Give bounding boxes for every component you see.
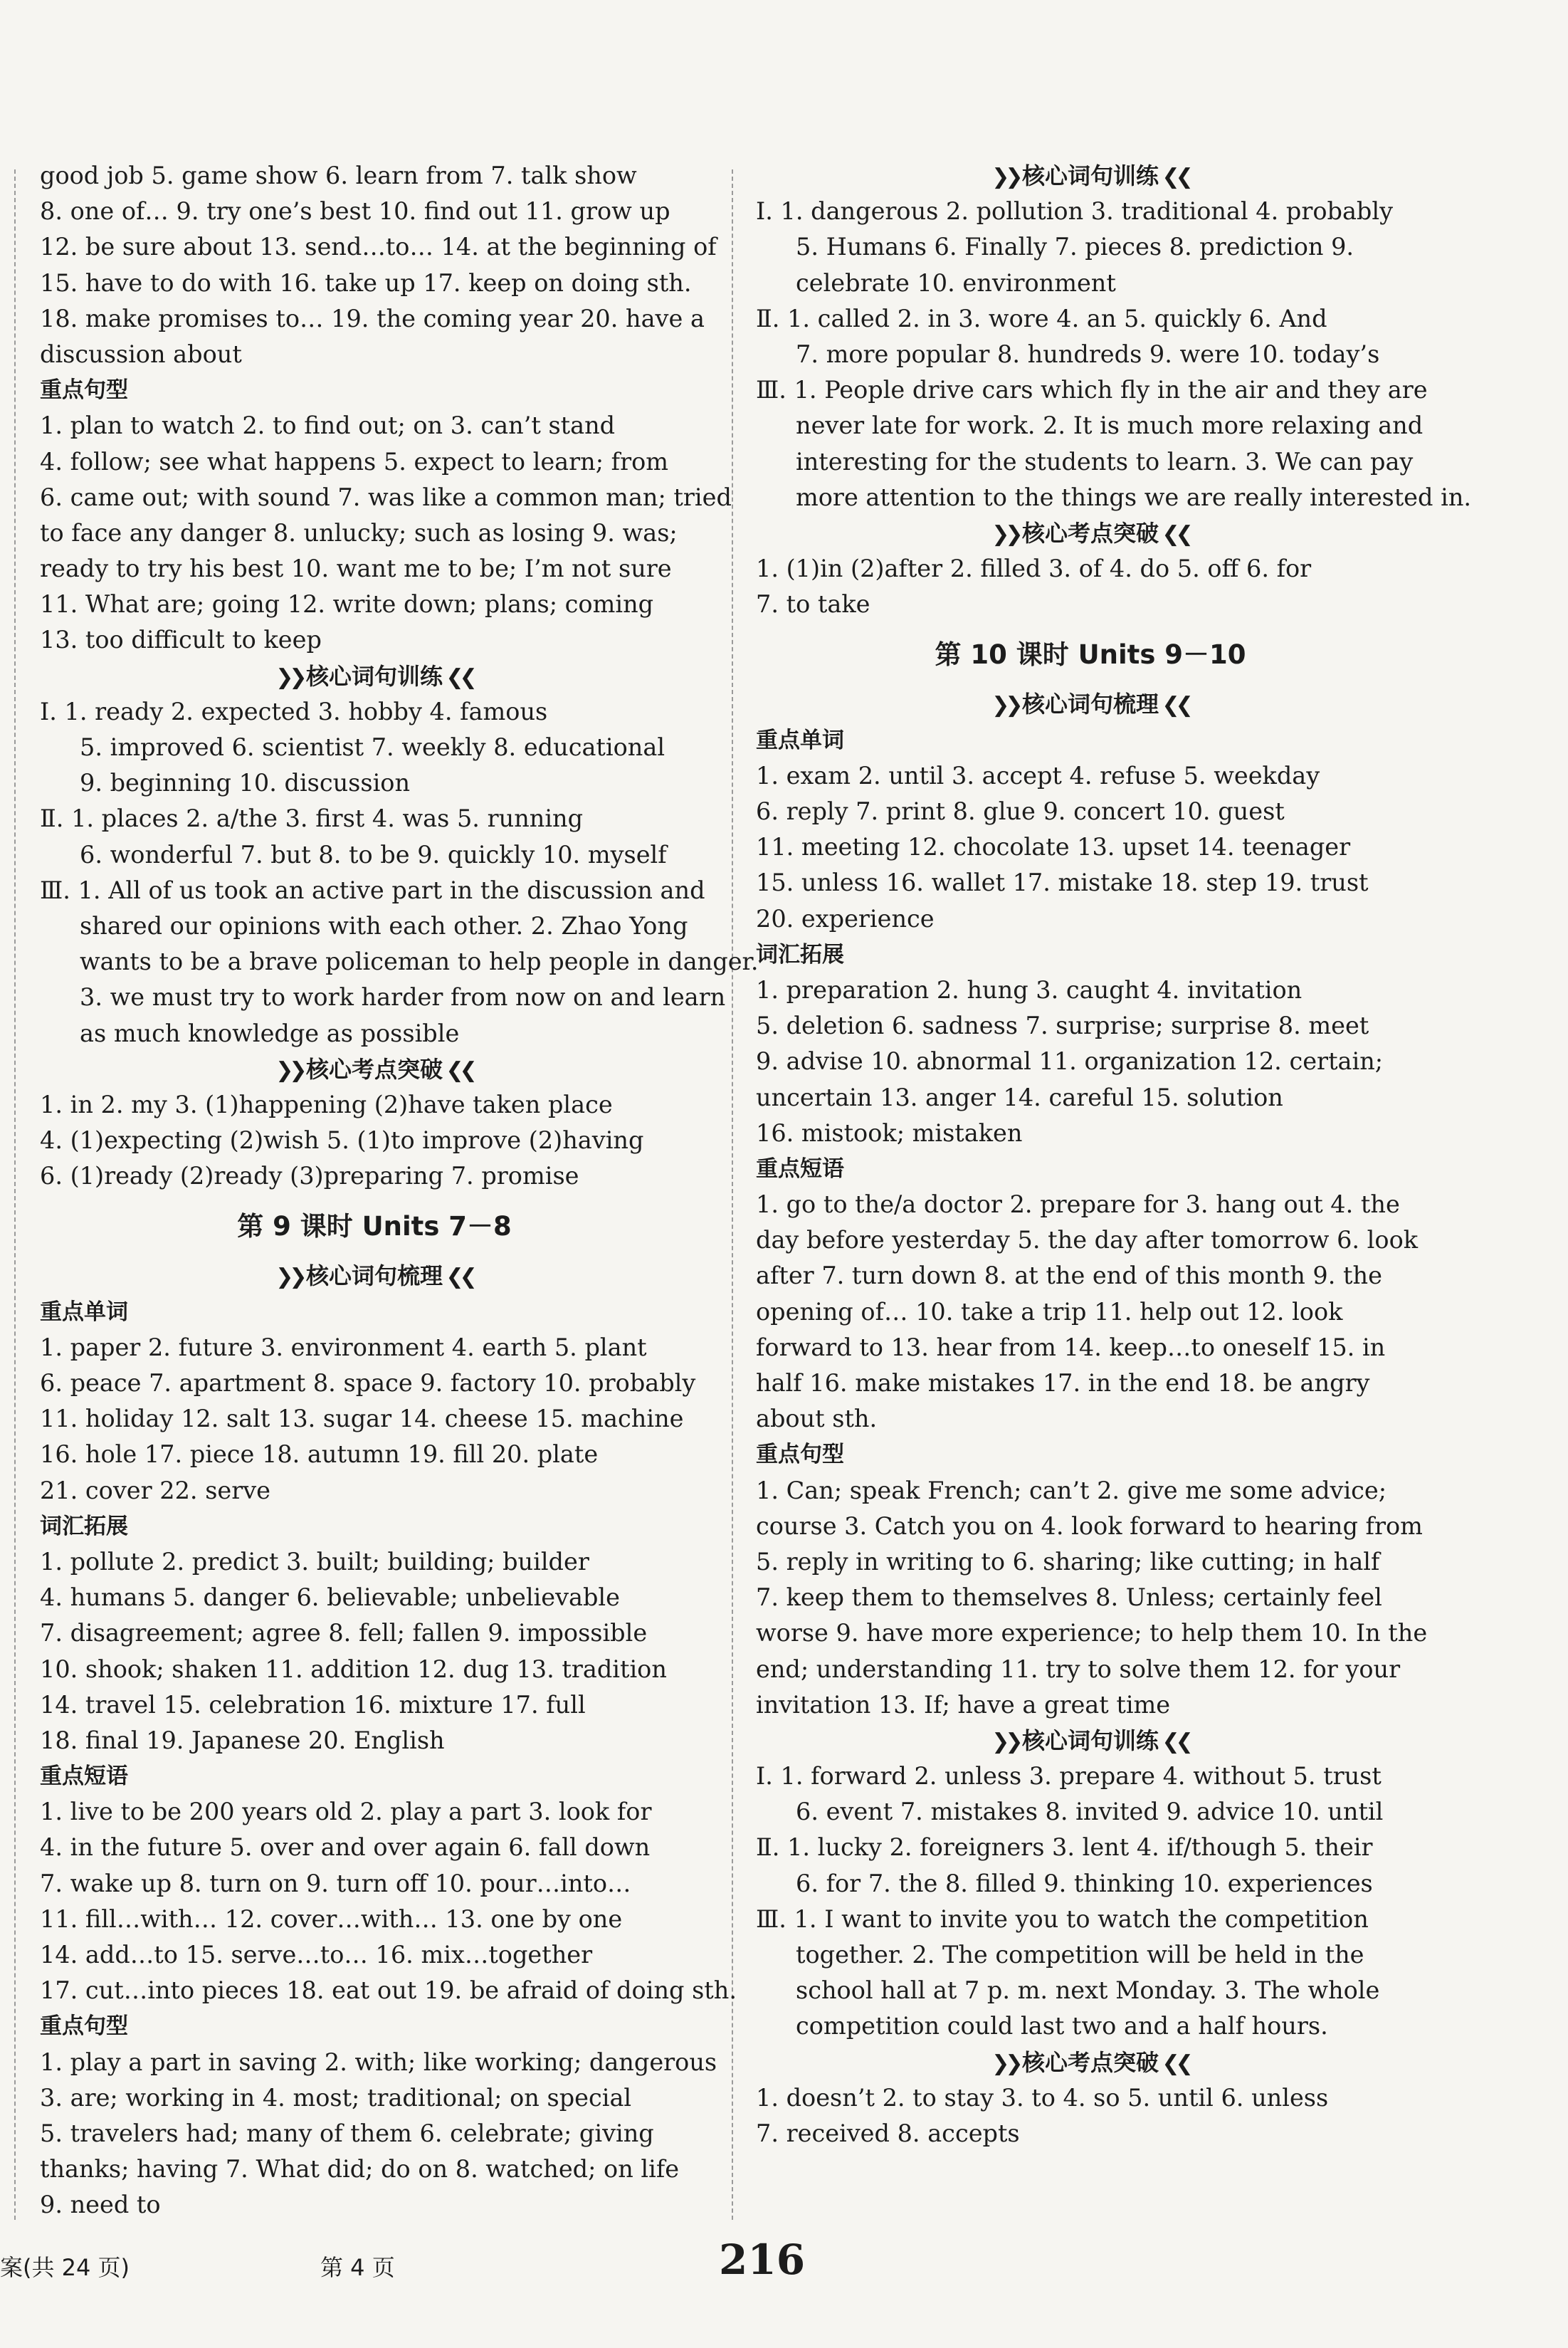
footer-page-label: 第 4 页 <box>320 2254 395 2281</box>
text-line: discussion about <box>40 340 242 368</box>
text-line: end; understanding 11. try to solve them 12. for your <box>756 1655 1401 1683</box>
text-line: to face any danger 8. unlucky; such as losing 9. was; <box>40 518 678 547</box>
chevron-right-icon: ❯❯ <box>991 693 1022 718</box>
section-banner-label: 核心词句训练 <box>1021 1726 1159 1754</box>
answer-line: together. 2. The competition will be held in the <box>796 1941 1364 1969</box>
answer-line: shared our opinions with each other. 2. Zhao Yong <box>80 911 688 940</box>
text-line: ready to try his best 10. want me to be; I’m not sure <box>40 555 672 583</box>
text-line: 1. paper 2. future 3. environment 4. earth 5. plant <box>40 1333 647 1361</box>
section-heading: 重点句型 <box>756 1442 844 1468</box>
text-line: 4. (1)expecting (2)wish 5. (1)to improve (2)having <box>40 1126 644 1155</box>
text-line: thanks; having 7. What did; do on 8. watched; on life <box>40 2155 680 2184</box>
text-line: after 7. turn down 8. at the end of this month 9. the <box>756 1262 1382 1290</box>
text-line: forward to 13. hear from 14. keep…to oneself 15. in <box>756 1333 1386 1361</box>
section-banner-label: 核心考点突破 <box>1021 519 1159 547</box>
text-line: 14. add…to 15. serve…to… 16. mix…together <box>40 1941 593 1969</box>
text-line: 1. doesn’t 2. to stay 3. to 4. so 5. until 6. unless <box>756 2083 1329 2112</box>
page-number: 216 <box>719 2236 806 2284</box>
lesson-title: 第 9 课时 Units 7－8 <box>237 1211 512 1242</box>
text-line: 6. peace 7. apartment 8. space 9. factory 10. probably <box>40 1369 696 1397</box>
answer-line: 5. improved 6. scientist 7. weekly 8. educational <box>80 733 665 761</box>
chevron-right-icon: ❯❯ <box>275 1057 306 1083</box>
text-line: 1. exam 2. until 3. accept 4. refuse 5. weekday <box>756 761 1320 790</box>
column-divider-middle <box>732 169 733 2220</box>
text-line: 11. meeting 12. chocolate 13. upset 14. teenager <box>756 833 1351 861</box>
text-line: 1. in 2. my 3. (1)happening (2)have taken place <box>40 1090 613 1118</box>
text-line: 21. cover 22. serve <box>40 1476 270 1504</box>
text-line: uncertain 13. anger 14. careful 15. solution <box>756 1083 1283 1111</box>
chevron-left-icon: ❮❮ <box>443 1264 473 1290</box>
text-line: 17. cut…into pieces 18. eat out 19. be afraid of doing sth. <box>40 1976 737 2005</box>
section-heading: 词汇拓展 <box>40 1513 128 1539</box>
answer-line: Ⅲ. 1. I want to invite you to watch the competition <box>756 1904 1369 1933</box>
chevron-left-icon: ❮❮ <box>1159 1729 1189 1754</box>
text-line: 1. (1)in (2)after 2. filled 3. of 4. do 5. off 6. for <box>756 555 1312 583</box>
text-line: 1. go to the/a doctor 2. prepare for 3. hang out 4. the <box>756 1190 1400 1219</box>
text-line: 7. received 8. accepts <box>756 2119 1020 2147</box>
text-line: 5. reply in writing to 6. sharing; like cutting; in half <box>756 1547 1380 1576</box>
text-line: 4. follow; see what happens 5. expect to learn; from <box>40 447 669 476</box>
text-line: 7. wake up 8. turn on 9. turn off 10. pour…into… <box>40 1869 631 1897</box>
text-line: 5. travelers had; many of them 6. celebrate; giving <box>40 2119 654 2147</box>
text-line: opening of… 10. take a trip 11. help out 12. look <box>756 1297 1343 1326</box>
section-banner-label: 核心词句训练 <box>1021 162 1159 189</box>
text-line: course 3. Catch you on 4. look forward to hearing from <box>756 1511 1423 1540</box>
text-line: 15. unless 16. wallet 17. mistake 18. step 19. trust <box>756 869 1369 897</box>
section-heading: 重点句型 <box>40 2013 128 2040</box>
text-line: 16. mistook; mistaken <box>756 1118 1023 1147</box>
text-line: good job 5. game show 6. learn from 7. talk show <box>40 162 637 189</box>
text-line: 7. to take <box>756 590 870 619</box>
text-line: 18. final 19. Japanese 20. English <box>40 1726 445 1754</box>
section-heading: 重点短语 <box>756 1155 844 1182</box>
chevron-left-icon: ❮❮ <box>1159 164 1189 189</box>
answer-line: 6. wonderful 7. but 8. to be 9. quickly 10. myself <box>80 840 667 869</box>
answer-line: more attention to the things we are really interested in. <box>796 483 1472 511</box>
text-line: 20. experience <box>756 904 935 933</box>
section-banner-label: 核心考点突破 <box>1021 2048 1159 2076</box>
text-line: 15. have to do with 16. take up 17. keep on doing sth. <box>40 268 692 297</box>
text-line: 9. advise 10. abnormal 11. organization 12. certain; <box>756 1047 1384 1076</box>
section-heading: 重点句型 <box>40 377 128 404</box>
text-line: 14. travel 15. celebration 16. mixture 17. full <box>40 1690 586 1719</box>
text-line: 7. keep them to themselves 8. Unless; certainly feel <box>756 1583 1382 1612</box>
text-line: 13. too difficult to keep <box>40 626 322 654</box>
answer-line: Ⅱ. 1. called 2. in 3. wore 4. an 5. quickly 6. And <box>756 304 1327 332</box>
answer-line: 5. Humans 6. Finally 7. pieces 8. prediction 9. <box>796 233 1354 261</box>
text-line: 7. disagreement; agree 8. fell; fallen 9. impossible <box>40 1619 648 1647</box>
text-line: 6. (1)ready (2)ready (3)preparing 7. promise <box>40 1162 579 1190</box>
left-column <box>40 158 759 2223</box>
answer-line: competition could last two and a half hours. <box>796 2012 1328 2040</box>
chevron-left-icon: ❮❮ <box>1159 2050 1189 2076</box>
chevron-right-icon: ❯❯ <box>991 521 1022 547</box>
text-line: 11. What are; going 12. write down; plans; coming <box>40 590 654 619</box>
section-banner-label: 核心考点突破 <box>305 1055 443 1083</box>
chevron-left-icon: ❮❮ <box>1159 521 1189 547</box>
answer-line: as much knowledge as possible <box>80 1019 460 1047</box>
text-line: half 16. make mistakes 17. in the end 18. be angry <box>756 1369 1370 1397</box>
text-line: 9. need to <box>40 2191 161 2219</box>
section-heading: 词汇拓展 <box>756 941 844 968</box>
section-banner <box>756 158 1425 194</box>
section-heading: 重点短语 <box>40 1763 128 1790</box>
section-banner-label: 核心词句梳理 <box>1021 691 1159 718</box>
chevron-right-icon: ❯❯ <box>275 1264 306 1290</box>
footer-answer-label: 案(共 24 页) <box>0 2254 130 2281</box>
text-line: day before yesterday 5. the day after tomorrow 6. look <box>756 1226 1419 1254</box>
answer-line: school hall at 7 p. m. next Monday. 3. The whole <box>796 1976 1380 2005</box>
text-line: 11. holiday 12. salt 13. sugar 14. cheese 15. machine <box>40 1405 684 1433</box>
section-banner <box>40 1258 709 1294</box>
text-line: 6. reply 7. print 8. glue 9. concert 10. guest <box>756 797 1285 825</box>
section-heading: 重点单词 <box>40 1299 128 1325</box>
section-banner <box>40 659 709 694</box>
chevron-left-icon: ❮❮ <box>443 1057 473 1083</box>
answer-line: interesting for the students to learn. 3. We can pay <box>796 447 1414 476</box>
chevron-right-icon: ❯❯ <box>275 664 306 690</box>
text-line: 4. in the future 5. over and over again 6. fall down <box>40 1833 651 1862</box>
section-heading: 重点单词 <box>756 727 844 753</box>
answer-line: Ⅰ. 1. dangerous 2. pollution 3. traditional 4. probably <box>756 197 1394 226</box>
section-banner-label: 核心词句梳理 <box>305 1262 443 1290</box>
text-line: 1. Can; speak French; can’t 2. give me some advice; <box>756 1476 1387 1504</box>
answer-line: 6. for 7. the 8. filled 9. thinking 10. experiences <box>796 1869 1373 1897</box>
text-line: worse 9. have more experience; to help them 10. In the <box>756 1619 1428 1647</box>
text-line: 4. humans 5. danger 6. believable; unbelievable <box>40 1583 620 1612</box>
answer-line: 6. event 7. mistakes 8. invited 9. advice 10. until <box>796 1798 1384 1826</box>
text-line: 1. pollute 2. predict 3. built; building; builder <box>40 1547 589 1576</box>
text-line: 12. be sure about 13. send…to… 14. at the beginning of <box>40 233 717 261</box>
section-banner <box>756 515 1425 551</box>
answer-line: Ⅲ. 1. All of us took an active part in the discussion and <box>40 876 705 904</box>
text-line: 1. preparation 2. hung 3. caught 4. invitation <box>756 975 1303 1004</box>
text-line: 16. hole 17. piece 18. autumn 19. fill 20. plate <box>40 1440 599 1469</box>
text-line: 10. shook; shaken 11. addition 12. dug 13. tradition <box>40 1655 667 1683</box>
column-divider-left <box>14 169 16 2220</box>
text-line: 1. live to be 200 years old 2. play a part 3. look for <box>40 1798 652 1826</box>
answer-line: celebrate 10. environment <box>796 268 1116 297</box>
text-line: 6. came out; with sound 7. was like a common man; tried <box>40 483 732 511</box>
answer-line: wants to be a brave policeman to help people in danger. <box>80 948 759 976</box>
text-line: 3. are; working in 4. most; traditional; on special <box>40 2083 632 2112</box>
text-line: about sth. <box>756 1405 878 1433</box>
answer-line: Ⅲ. 1. People drive cars which fly in the air and they are <box>756 376 1428 404</box>
chevron-right-icon: ❯❯ <box>991 164 1022 189</box>
text-line: 1. play a part in saving 2. with; like working; dangerous <box>40 2048 717 2076</box>
section-banner <box>756 686 1425 722</box>
section-banner <box>40 1052 709 1087</box>
text-line: invitation 13. If; have a great time <box>756 1690 1171 1719</box>
answer-line: never late for work. 2. It is much more relaxing and <box>796 412 1424 440</box>
chevron-right-icon: ❯❯ <box>991 2050 1022 2076</box>
chevron-left-icon: ❮❮ <box>443 664 473 690</box>
text-line: 5. deletion 6. sadness 7. surprise; surprise 8. meet <box>756 1012 1369 1040</box>
answer-line: 3. we must try to work harder from now on and learn <box>80 983 726 1012</box>
section-banner <box>756 2045 1425 2080</box>
answer-line: 7. more popular 8. hundreds 9. were 10. today’s <box>796 340 1380 368</box>
right-column <box>756 158 1472 2152</box>
text-line: 18. make promises to… 19. the coming year 20. have a <box>40 304 705 332</box>
text-line: 1. plan to watch 2. to find out; on 3. can’t stand <box>40 412 616 440</box>
answer-line: Ⅱ. 1. places 2. a/the 3. first 4. was 5. running <box>40 804 584 833</box>
lesson-title: 第 10 课时 Units 9－10 <box>935 639 1246 671</box>
answer-line: 9. beginning 10. discussion <box>80 769 411 797</box>
section-banner <box>756 1723 1425 1759</box>
chevron-left-icon: ❮❮ <box>1159 693 1189 718</box>
answer-line: Ⅰ. 1. ready 2. expected 3. hobby 4. famous <box>40 697 548 725</box>
answer-line: Ⅰ. 1. forward 2. unless 3. prepare 4. without 5. trust <box>756 1762 1382 1791</box>
section-banner-label: 核心词句训练 <box>305 662 443 690</box>
text-line: 11. fill…with… 12. cover…with… 13. one by one <box>40 1904 623 1933</box>
answer-line: Ⅱ. 1. lucky 2. foreigners 3. lent 4. if/though 5. their <box>756 1833 1373 1862</box>
chevron-right-icon: ❯❯ <box>991 1729 1022 1754</box>
text-line: 8. one of… 9. try one’s best 10. find out 11. grow up <box>40 197 670 226</box>
